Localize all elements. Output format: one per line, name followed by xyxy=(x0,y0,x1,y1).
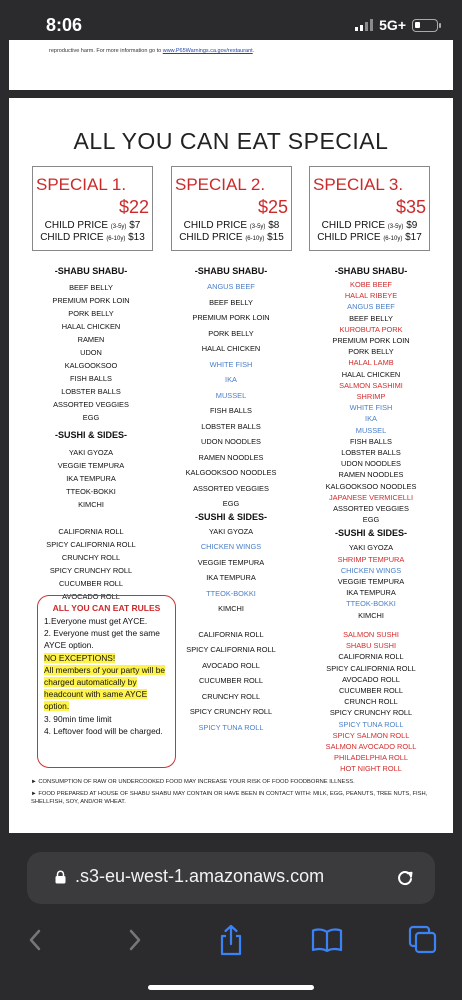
menu-item: CALIFORNIA ROLL xyxy=(58,527,124,536)
shabu-heading: -SHABU SHABU- xyxy=(54,266,128,276)
menu-item: WHITE FISH xyxy=(209,359,253,369)
menu-item: SALMON SUSHI xyxy=(343,629,399,639)
menu-item: PHILADELPHIA ROLL xyxy=(334,753,408,763)
menu-item: LOBSTER BALLS xyxy=(201,421,261,431)
menu-item: YAKI GYOZA xyxy=(68,448,114,457)
home-indicator xyxy=(148,985,314,990)
sides-list xyxy=(21,446,161,511)
menu-item: SALMON SASHIMI xyxy=(339,380,403,390)
menu-item: SPICY CALIFORNIA ROLL xyxy=(46,540,136,549)
ayce-rules-box xyxy=(37,595,176,768)
menu-item: PREMIUM PORK LOIN xyxy=(192,313,270,322)
special-price: $25 xyxy=(257,197,288,217)
child-price-6-10: CHILD PRICE (6-10y) $15 xyxy=(179,232,284,243)
menu-item: PREMIUM PORK LOIN xyxy=(52,296,130,305)
menu-item: ASSORTED VEGGIES xyxy=(53,400,129,409)
menu-item: SHABU SUSHI xyxy=(345,641,397,651)
special-name: SPECIAL 3. xyxy=(313,175,404,194)
special-2-box xyxy=(171,166,292,251)
menu-item: PORK BELLY xyxy=(68,309,114,318)
rules-title: ALL YOU CAN EAT RULES xyxy=(52,603,161,613)
special-3-box xyxy=(309,166,430,251)
menu-item: SHRIMP TEMPURA xyxy=(337,554,405,564)
special-name: SPECIAL 2. xyxy=(175,175,266,194)
rule-3: 3. 90min time limit xyxy=(44,713,112,724)
menu-item: CRUNCHY ROLL xyxy=(61,553,121,562)
special-name: SPECIAL 1. xyxy=(36,175,127,194)
shabu-heading: -SHABU SHABU- xyxy=(194,266,268,276)
book-icon xyxy=(311,927,343,953)
special-1-menu-column xyxy=(21,266,161,603)
menu-item: ANGUS BEEF xyxy=(347,302,395,312)
sides-heading: -SUSHI & SIDES- xyxy=(194,511,267,522)
menu-item: HALAL CHICKEN xyxy=(341,369,401,379)
menu-item: TTEOK-BOKKI xyxy=(66,487,116,496)
menu-item: LOBSTER BALLS xyxy=(341,448,401,458)
sides-list xyxy=(161,524,301,617)
special-price: $35 xyxy=(395,197,426,217)
menu-item: HALAL RIBEYE xyxy=(344,291,398,301)
menu-item: HALAL LAMB xyxy=(348,358,394,368)
menu-item: CHICKEN WINGS xyxy=(200,542,262,551)
menu-item: HALAL CHICKEN xyxy=(61,322,121,331)
menu-item: TTEOK-BOKKI xyxy=(206,588,256,598)
special-3-menu-column xyxy=(301,266,441,775)
child-price-6-10: CHILD PRICE (6-10y) $17 xyxy=(317,232,422,243)
menu-item: HALAL CHICKEN xyxy=(201,344,261,353)
menu-item: KOBE BEEF xyxy=(350,280,392,289)
menu-item: PREMIUM PORK LOIN xyxy=(332,336,410,346)
menu-item: BEEF BELLY xyxy=(349,313,393,323)
footnotes xyxy=(31,778,435,807)
menu-item: TTEOK-BOKKI xyxy=(346,599,396,609)
menu-title: ALL YOU CAN EAT SPECIAL xyxy=(73,128,389,154)
menu-item: KIMCHI xyxy=(78,500,104,509)
shabu-list xyxy=(301,279,441,525)
menu-item: CUCUMBER ROLL xyxy=(198,676,264,685)
child-price-3-5: CHILD PRICE (3-5y) $8 xyxy=(183,220,280,231)
menu-item: ASSORTED VEGGIES xyxy=(193,483,269,493)
tabs-button[interactable] xyxy=(406,923,440,957)
menu-item: MUSSEL xyxy=(355,425,387,435)
shabu-list xyxy=(21,281,161,424)
menu-item: YAKI GYOZA xyxy=(208,526,254,536)
menu-item: KALGOOKSOO NOODLES xyxy=(325,481,417,491)
special-2-menu-column xyxy=(161,266,301,735)
menu-item: ANGUS BEEF xyxy=(207,282,255,291)
menu-item: RAMEN xyxy=(77,335,105,344)
menu-item: WHITE FISH xyxy=(349,403,393,413)
allergen-notice: ► FOOD PREPARED AT HOUSE OF SHABU SHABU MAY CONTAIN OR HAVE BEEN IN CONTACT WITH: MILK, EGG, PEANUTS, TREE NUTS, FISH, SHELLFISH, SOY, AND/OR WHEAT. xyxy=(31,790,428,805)
menu-item: EGG xyxy=(362,515,380,525)
menu-item: KALGOOKSOO xyxy=(64,361,118,370)
reload-icon[interactable] xyxy=(395,867,415,887)
share-icon xyxy=(218,924,244,956)
menu-item: AVOCADO ROLL xyxy=(202,660,260,670)
rule-4: 4. Leftover food will be charged. xyxy=(44,725,163,736)
chevron-left-icon xyxy=(26,928,44,952)
menu-item: YAKI GYOZA xyxy=(348,543,394,553)
clock: 8:06 xyxy=(46,15,83,35)
menu-item: SPICY SALMON ROLL xyxy=(332,730,410,740)
menu-item: IKA TEMPURA xyxy=(346,588,396,598)
rolls-list xyxy=(21,525,161,603)
menu-item: HOT NIGHT ROLL xyxy=(340,764,402,774)
menu-item: KALGOOKSOO NOODLES xyxy=(185,468,277,477)
menu-item: FISH BALLS xyxy=(210,406,252,415)
menu-item: SPICY CALIFORNIA ROLL xyxy=(186,645,276,654)
menu-item: UDON NOODLES xyxy=(341,459,401,469)
menu-item: RAMEN NOODLES xyxy=(198,452,264,462)
menu-item: FISH BALLS xyxy=(70,374,112,383)
sides-heading: -SUSHI & SIDES- xyxy=(334,528,407,539)
menu-item: UDON xyxy=(80,348,102,357)
menu-item: BEEF BELLY xyxy=(69,283,113,292)
url-text[interactable]: .s3-eu-west-1.amazonaws.com xyxy=(75,866,325,886)
lock-icon xyxy=(55,870,66,884)
menu-item: SPICY CRUNCHY ROLL xyxy=(189,707,273,716)
chevron-right-icon xyxy=(126,928,144,952)
rolls-list xyxy=(161,627,301,736)
menu-item: CRUNCH ROLL xyxy=(344,697,398,707)
menu-item: CRUNCHY ROLL xyxy=(201,691,261,701)
menu-item: PORK BELLY xyxy=(208,328,254,338)
menu-item: JAPANESE VERMICELLI xyxy=(328,492,414,502)
menu-item: SHRIMP xyxy=(356,392,386,402)
menu-item: MUSSEL xyxy=(215,390,247,400)
menu-item: VEGGIE TEMPURA xyxy=(337,577,405,587)
menu-item: KUROBUTA PORK xyxy=(339,324,403,334)
child-price-6-10: CHILD PRICE (6-10y) $13 xyxy=(40,232,145,243)
menu-item: CALIFORNIA ROLL xyxy=(198,629,264,639)
menu-item: AVOCADO ROLL xyxy=(62,592,120,601)
menu-page xyxy=(9,98,453,833)
menu-item: IKA TEMPURA xyxy=(66,474,116,483)
menu-item: SALMON AVOCADO ROLL xyxy=(325,741,417,751)
signal-icon xyxy=(355,19,373,31)
rule-1: 1.Everyone must get AYCE. xyxy=(44,616,148,626)
raw-food-notice: ► CONSUMPTION OF RAW OR UNDERCOOKED FOOD MAY INCREASE YOUR RISK OF FOOD FOODBORNE ILLNESS. xyxy=(31,779,355,785)
shabu-heading: -SHABU SHABU- xyxy=(334,266,408,276)
menu-item: PORK BELLY xyxy=(348,347,394,357)
menu-item: KIMCHI xyxy=(218,604,244,613)
special-price: $22 xyxy=(118,197,149,217)
sides-list xyxy=(301,542,441,620)
rule-2: 2. Everyone must get the same AYCE option. xyxy=(44,628,160,651)
prop65-warning: reproductive harm. For more information go to www.P65Warnings.ca.gov/restaurant. xyxy=(49,48,255,54)
menu-item: IKA TEMPURA xyxy=(206,573,256,582)
headcount-rule: All members of your party will be charged automatically by headcount with same AYCE option. xyxy=(44,664,166,712)
menu-item: CALIFORNIA ROLL xyxy=(338,652,404,662)
menu-item: ASSORTED VEGGIES xyxy=(333,504,409,514)
menu-item: EGG xyxy=(222,499,240,508)
menu-item: IKA xyxy=(365,414,377,424)
menu-item: SPICY CRUNCHY ROLL xyxy=(49,566,133,575)
menu-item: RAMEN NOODLES xyxy=(338,470,404,480)
menu-item: KIMCHI xyxy=(358,610,384,620)
previous-page-strip xyxy=(9,40,453,90)
shabu-list xyxy=(161,279,301,512)
menu-item: CHICKEN WINGS xyxy=(340,565,402,575)
menu-item: VEGGIE TEMPURA xyxy=(57,461,125,470)
warning-link[interactable]: www.P65Warnings.ca.gov/restaurant xyxy=(162,48,253,54)
no-exceptions: NO EXCEPTIONS! xyxy=(44,652,116,663)
forward-button[interactable] xyxy=(118,923,152,957)
menu-item: SPICY TUNA ROLL xyxy=(198,722,264,732)
menu-item: LOBSTER BALLS xyxy=(61,387,121,396)
back-button[interactable] xyxy=(18,923,52,957)
menu-item: SPICY CALIFORNIA ROLL xyxy=(326,663,416,673)
sides-heading: -SUSHI & SIDES- xyxy=(54,430,127,440)
menu-item: EGG xyxy=(82,413,100,422)
menu-item: AVOCADO ROLL xyxy=(342,674,400,684)
menu-item: UDON NOODLES xyxy=(201,437,261,446)
network-label: 5G+ xyxy=(379,17,406,33)
menu-item: CUCUMBER ROLL xyxy=(58,579,124,588)
special-1-box xyxy=(32,166,153,251)
battery-icon xyxy=(412,19,438,32)
menu-item: SPICY CRUNCHY ROLL xyxy=(329,708,413,718)
menu-item: IKA xyxy=(225,375,237,384)
rolls-list xyxy=(301,629,441,775)
menu-item: VEGGIE TEMPURA xyxy=(197,557,265,567)
child-price-3-5: CHILD PRICE (3-5y) $7 xyxy=(44,220,141,231)
status-icons xyxy=(355,17,438,33)
child-price-3-5: CHILD PRICE (3-5y) $9 xyxy=(321,220,418,231)
tabs-icon xyxy=(408,925,438,955)
menu-item: CUCUMBER ROLL xyxy=(338,685,404,695)
address-bar[interactable] xyxy=(27,852,435,904)
menu-item: SPICY TUNA ROLL xyxy=(338,719,404,729)
share-button[interactable] xyxy=(214,923,248,957)
bookmarks-button[interactable] xyxy=(310,923,344,957)
menu-item: FISH BALLS xyxy=(350,436,392,446)
menu-item: BEEF BELLY xyxy=(209,297,253,307)
